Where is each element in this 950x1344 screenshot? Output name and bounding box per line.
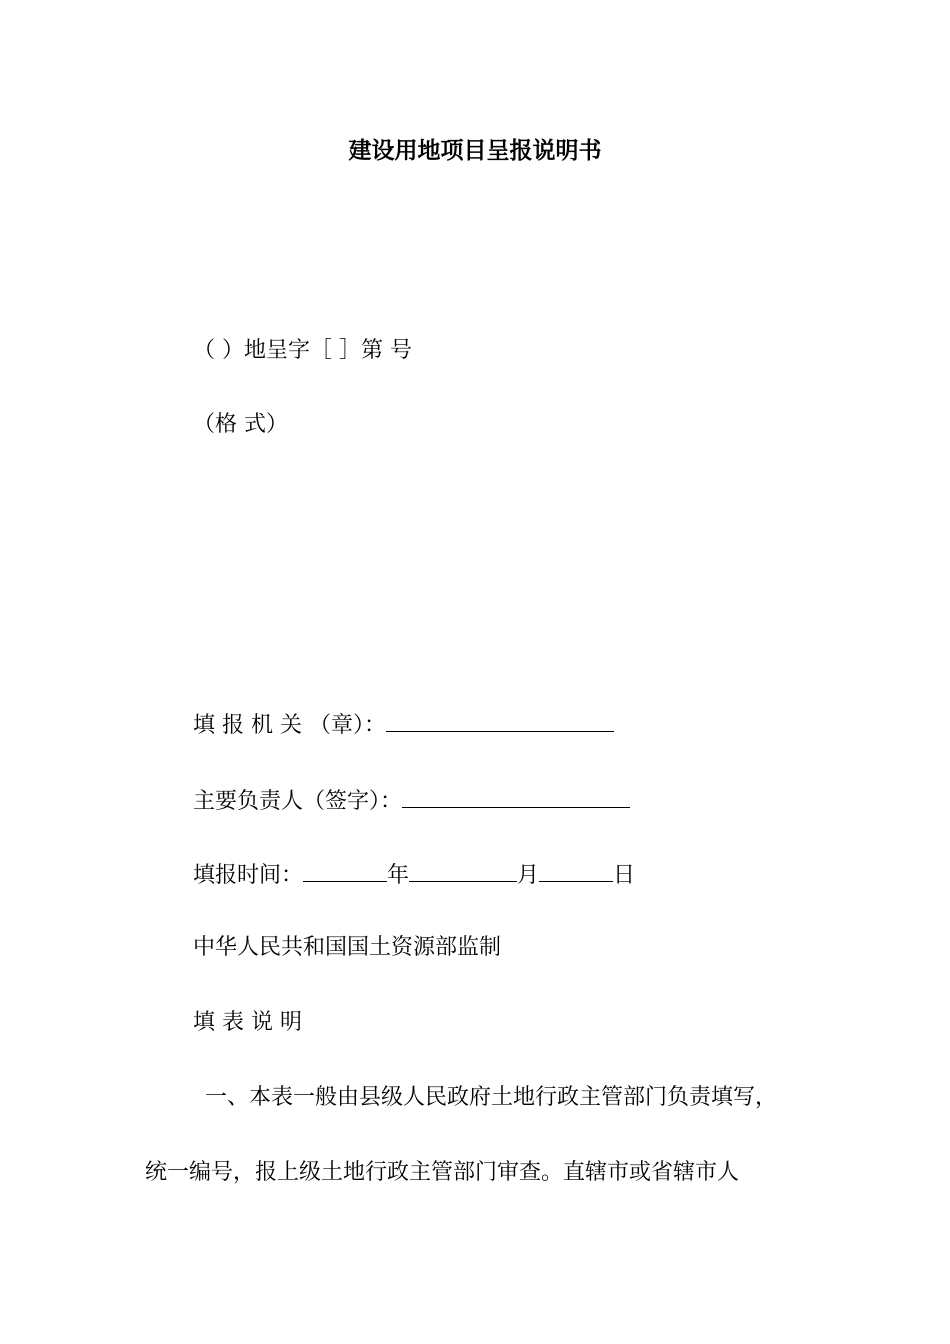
principal-blank[interactable] — [402, 785, 630, 808]
instruction-paragraph-line: 统一编号，报上级土地行政主管部门审查。直辖市或省辖市人 — [145, 1160, 740, 1185]
day-label: 日 — [613, 863, 636, 888]
date-field — [193, 859, 635, 891]
date-label: 填报时间： — [193, 863, 304, 888]
instructions-heading: 填 表 说 明 — [193, 1010, 302, 1035]
agency-field — [193, 709, 614, 741]
agency-label: 填 报 机 关 （章）： — [193, 713, 386, 738]
format-note: （格 式） — [193, 412, 288, 437]
instruction-paragraph-line: 一、本表一般由县级人民政府土地行政主管部门负责填写， — [205, 1085, 778, 1110]
agency-blank[interactable] — [386, 709, 614, 732]
principal-label: 主要负责人（签字）： — [193, 789, 403, 814]
year-label: 年 — [387, 863, 410, 888]
supervisor-line: 中华人民共和国国土资源部监制 — [193, 935, 502, 960]
document-title: 建设用地项目呈报说明书 — [348, 137, 602, 164]
year-blank[interactable] — [303, 859, 387, 882]
month-label: 月 — [517, 863, 540, 888]
document-number: （ ）地呈字［ ］第 号 — [193, 338, 412, 363]
principal-field — [193, 785, 630, 817]
day-blank[interactable] — [539, 859, 613, 882]
month-blank[interactable] — [409, 859, 517, 882]
